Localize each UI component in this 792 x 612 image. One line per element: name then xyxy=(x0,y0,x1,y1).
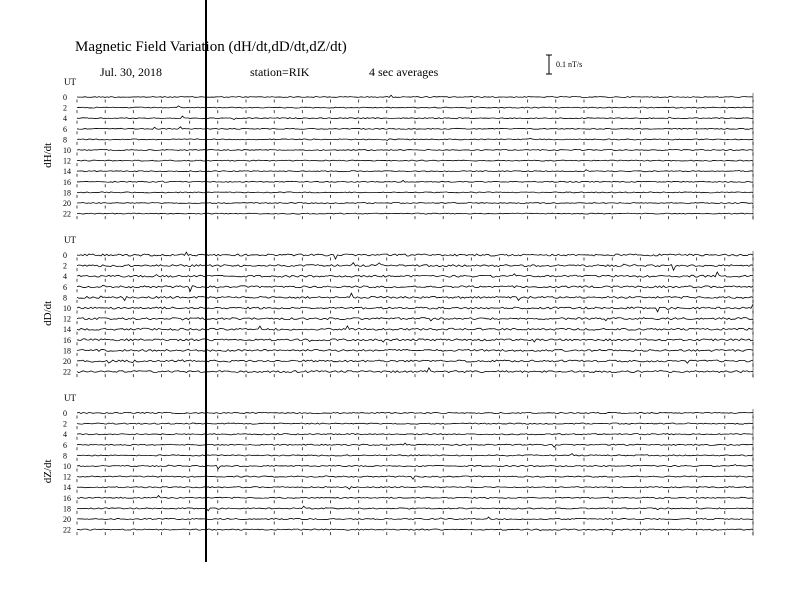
row-label: 12 xyxy=(63,472,71,482)
trace-line xyxy=(77,454,753,456)
ut-label: UT xyxy=(64,77,76,87)
hour-ticks xyxy=(77,437,753,440)
hour-ticks xyxy=(77,268,753,271)
hour-ticks xyxy=(77,195,753,198)
trace-line xyxy=(77,170,753,172)
row-label: 0 xyxy=(63,251,67,260)
hour-ticks xyxy=(77,216,753,219)
y-axis-label: dH/dt xyxy=(42,142,54,168)
trace-line xyxy=(77,486,753,489)
row-label: 2 xyxy=(63,261,67,271)
trace-line xyxy=(77,106,753,108)
row-label: 20 xyxy=(63,199,71,208)
hour-ticks xyxy=(77,311,753,314)
hour-ticks xyxy=(77,300,753,303)
hour-ticks xyxy=(77,342,753,345)
hour-ticks xyxy=(77,364,753,367)
trace-line xyxy=(77,465,753,469)
row-label: 10 xyxy=(63,146,71,155)
ut-label: UT xyxy=(64,235,76,245)
row-label: 2 xyxy=(63,419,67,429)
hour-ticks xyxy=(77,289,753,292)
trace-line xyxy=(77,434,753,435)
hour-ticks xyxy=(77,332,753,335)
y-axis-label: dD/dt xyxy=(42,300,54,326)
row-label: 6 xyxy=(63,440,67,450)
row-label: 18 xyxy=(63,346,71,356)
hour-ticks xyxy=(77,447,753,450)
trace-line xyxy=(77,95,753,97)
hour-ticks xyxy=(77,458,753,461)
scale-bar-label: 0.1 nT/s xyxy=(556,60,583,69)
row-label: 14 xyxy=(63,167,71,177)
row-label: 16 xyxy=(63,177,71,187)
panel-dh-dt xyxy=(42,77,753,220)
hour-ticks xyxy=(77,522,753,525)
row-label: 18 xyxy=(63,504,71,514)
row-label: 20 xyxy=(63,515,71,524)
row-label: 2 xyxy=(63,103,67,113)
hour-ticks xyxy=(77,500,753,503)
row-label: 6 xyxy=(63,124,67,134)
hour-ticks xyxy=(77,469,753,472)
trace-line xyxy=(77,318,753,321)
row-label: 22 xyxy=(63,209,71,219)
hour-ticks xyxy=(77,174,753,177)
trace-line xyxy=(77,326,753,330)
row-label: 14 xyxy=(63,483,71,493)
station-label: station=RIK xyxy=(250,65,310,79)
scale-bar xyxy=(546,55,552,74)
trace-line xyxy=(77,203,753,204)
row-label: 12 xyxy=(63,314,71,324)
trace-line xyxy=(77,476,753,479)
row-label: 8 xyxy=(63,293,67,303)
trace-line xyxy=(77,517,753,519)
trace-line xyxy=(77,339,753,342)
row-label: 6 xyxy=(63,282,67,292)
date-label: Jul. 30, 2018 xyxy=(100,65,163,79)
row-label: 18 xyxy=(63,188,71,198)
y-axis-label: dZ/dt xyxy=(42,459,54,484)
trace-line xyxy=(77,160,753,161)
row-label: 4 xyxy=(63,114,67,124)
trace-line xyxy=(77,116,753,119)
trace-line xyxy=(77,423,753,424)
ut-label: UT xyxy=(64,393,76,403)
chart-title: Magnetic Field Variation (dH/dt,dD/dt,dZ/dt) xyxy=(75,39,347,55)
trace-line xyxy=(77,349,753,351)
hour-ticks xyxy=(77,110,753,113)
row-label: 0 xyxy=(63,409,67,418)
hour-ticks xyxy=(77,532,753,535)
hour-ticks xyxy=(77,184,753,187)
hour-ticks xyxy=(77,353,753,356)
averaging-label: 4 sec averages xyxy=(369,65,439,79)
row-label: 12 xyxy=(63,156,71,166)
row-label: 16 xyxy=(63,493,71,503)
hour-ticks xyxy=(77,121,753,124)
trace-line xyxy=(77,127,753,130)
hour-ticks xyxy=(77,100,753,103)
row-label: 8 xyxy=(63,135,67,145)
row-label: 10 xyxy=(63,462,71,471)
trace-line xyxy=(77,293,753,300)
hour-ticks xyxy=(77,426,753,429)
panel-dz-dt xyxy=(42,393,753,536)
hour-ticks xyxy=(77,511,753,514)
row-label: 4 xyxy=(63,430,67,440)
trace-line xyxy=(77,529,753,531)
row-label: 14 xyxy=(63,325,71,335)
panel-dd-dt xyxy=(42,235,753,378)
row-label: 8 xyxy=(63,451,67,461)
hour-ticks xyxy=(77,321,753,324)
hour-ticks xyxy=(77,279,753,282)
trace-line xyxy=(77,443,753,447)
trace-line xyxy=(77,412,753,413)
hour-ticks xyxy=(77,258,753,261)
row-label: 10 xyxy=(63,304,71,313)
trace-line xyxy=(77,368,753,373)
hour-ticks xyxy=(77,206,753,209)
trace-line xyxy=(77,495,753,498)
row-label: 20 xyxy=(63,357,71,366)
hour-ticks xyxy=(77,131,753,134)
trace-line xyxy=(77,213,753,214)
row-label: 22 xyxy=(63,367,71,377)
hour-ticks xyxy=(77,490,753,493)
row-label: 0 xyxy=(63,93,67,102)
hour-ticks xyxy=(77,416,753,419)
hour-ticks xyxy=(77,479,753,482)
hour-ticks xyxy=(77,163,753,166)
trace-line xyxy=(77,150,753,151)
row-label: 4 xyxy=(63,272,67,282)
trace-line xyxy=(77,138,753,140)
trace-line xyxy=(77,180,753,182)
row-label: 22 xyxy=(63,525,71,535)
trace-line xyxy=(77,360,753,363)
row-label: 16 xyxy=(63,335,71,345)
trace-line xyxy=(77,192,753,193)
trace-line xyxy=(77,506,753,511)
hour-ticks xyxy=(77,153,753,156)
hour-ticks xyxy=(77,374,753,377)
hour-ticks xyxy=(77,142,753,145)
trace-line xyxy=(77,272,753,277)
